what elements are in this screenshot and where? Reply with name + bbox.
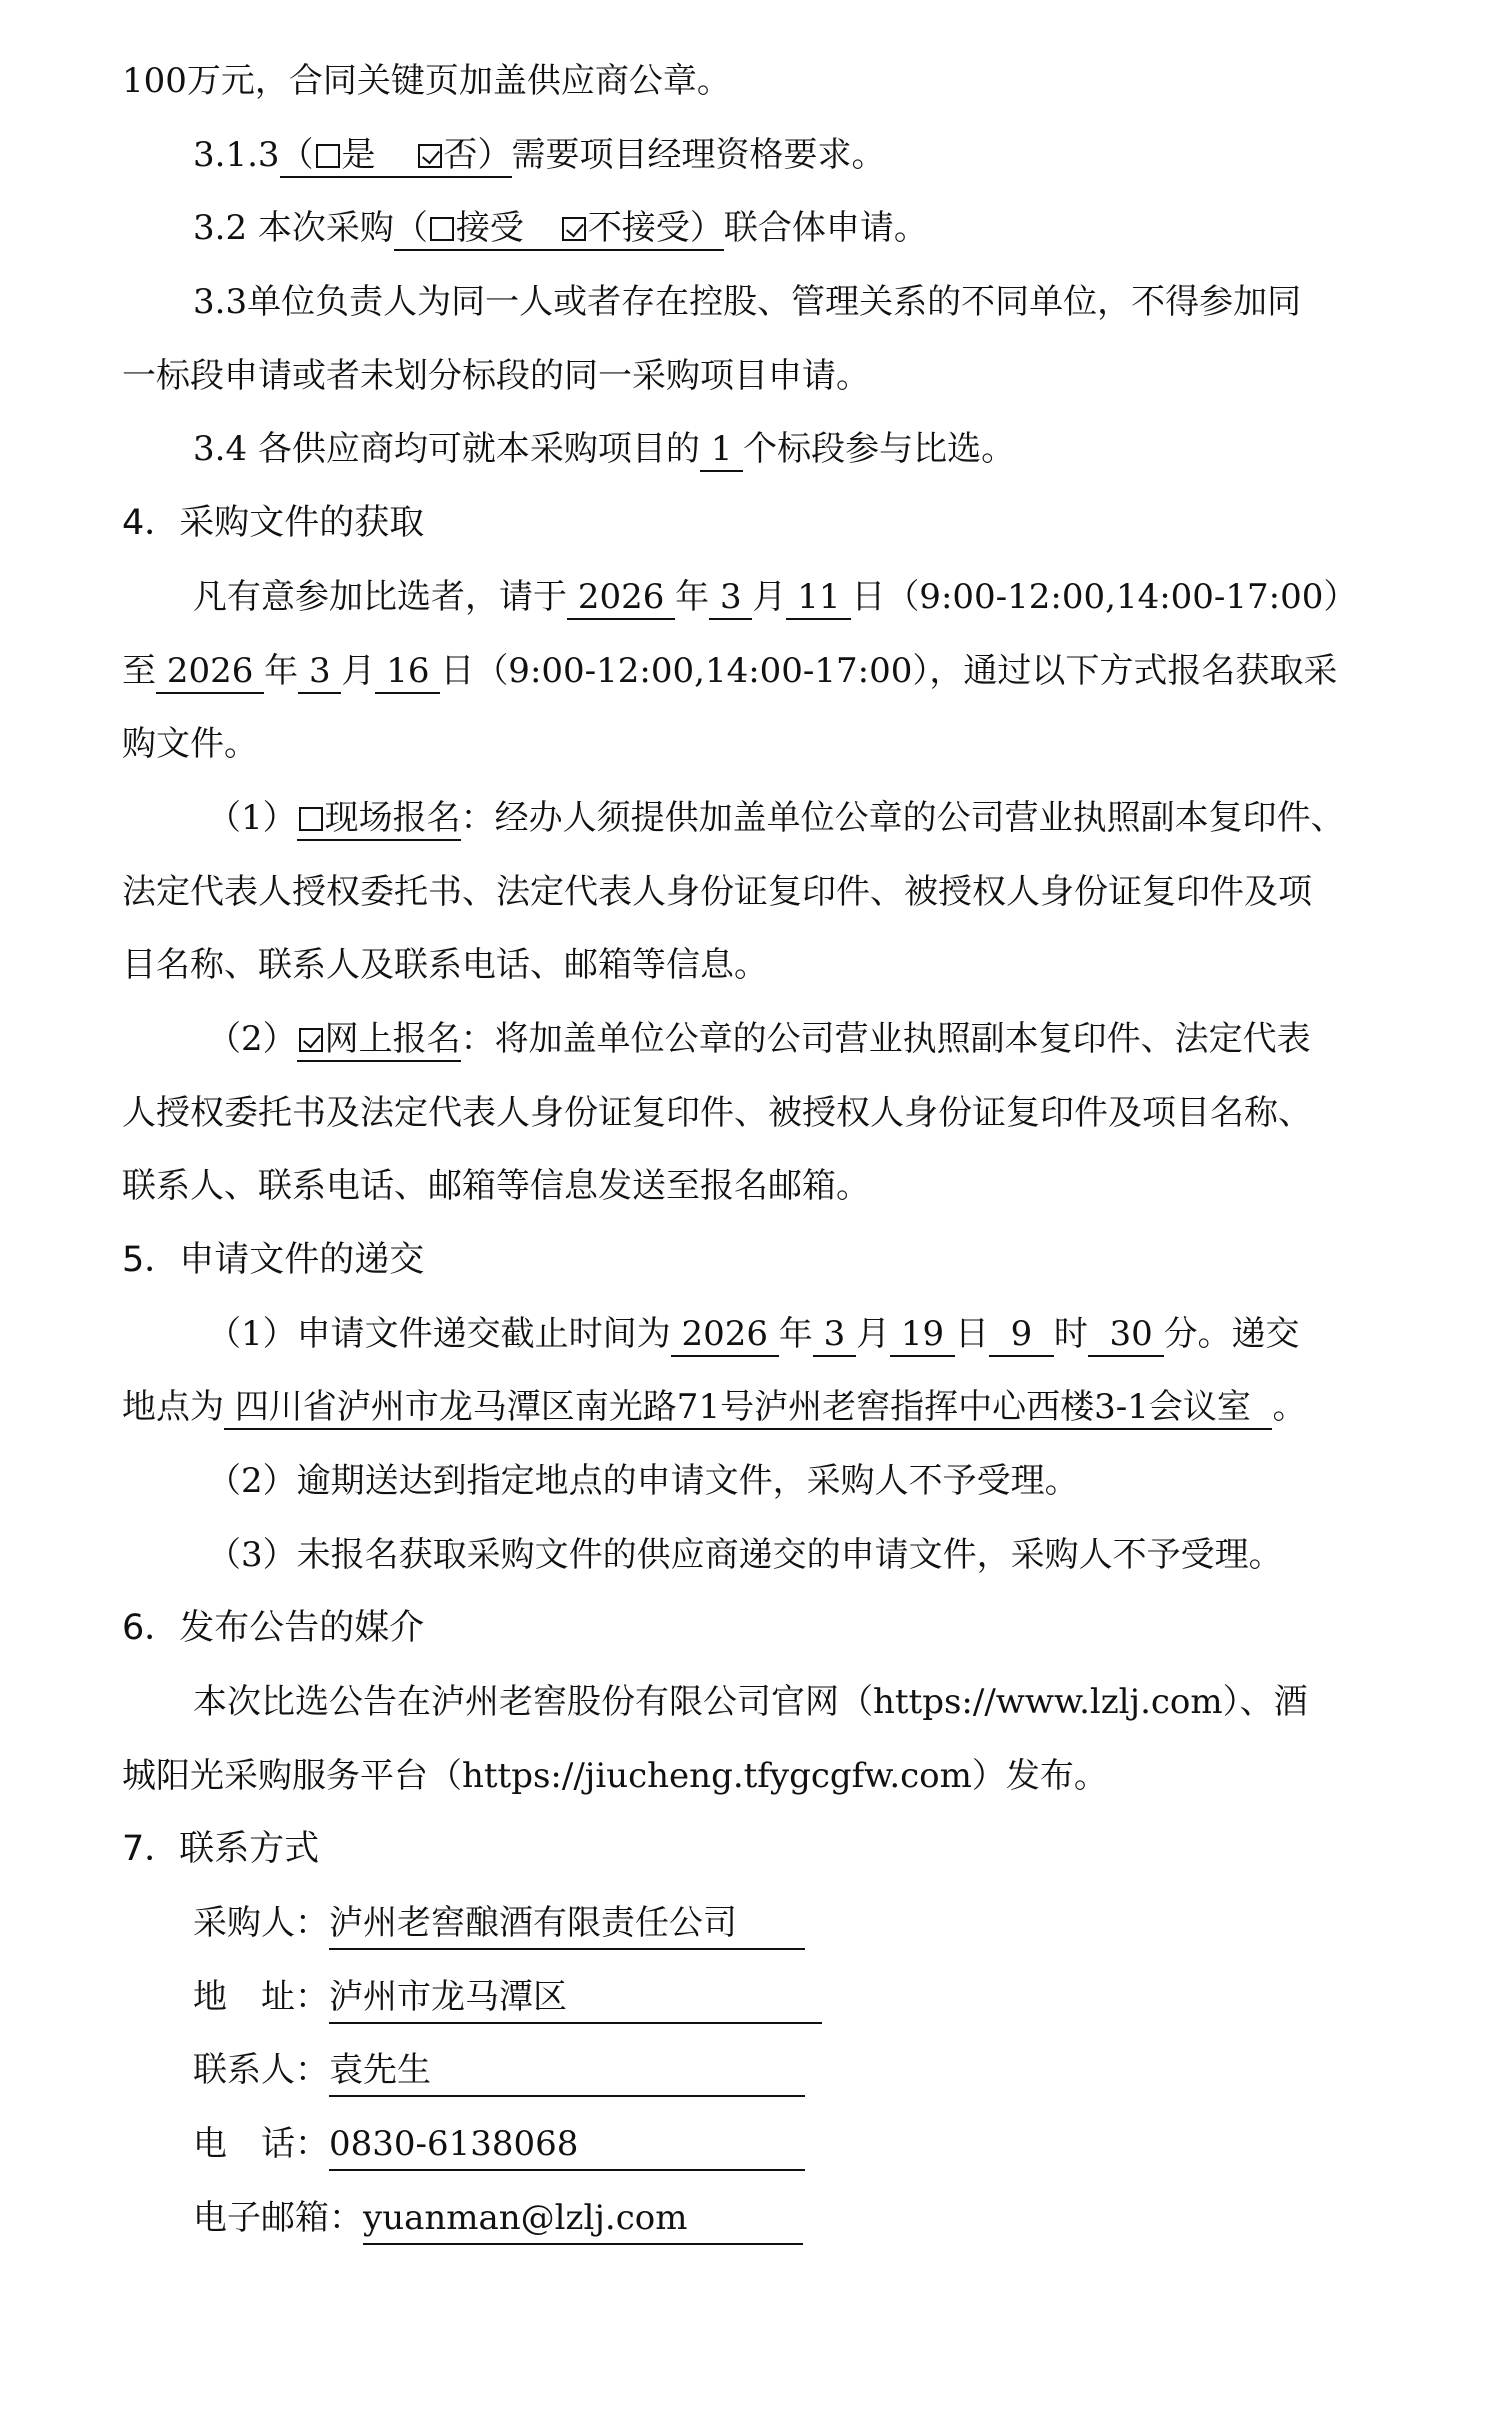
onsite-registration-line2: 法定代表人授权委托书、法定代表人身份证复印件、被授权人身份证复印件及项: [122, 872, 1312, 912]
acquisition-period-line1: 凡有意参加比选者，请于 2026 年 3 月 11 日（9:00-12:00,14:00-17:00）: [193, 573, 1357, 621]
start-day: 11: [786, 577, 851, 620]
deadline-year: 2026: [671, 1314, 779, 1357]
deadline-day: 19: [890, 1314, 955, 1357]
submission-address: 四川省泸州市龙马潭区南光路71号泸州老窖指挥中心西楼3-1会议室: [224, 1387, 1272, 1430]
onsite-registration-line1: （1） 现场报名：经办人须提供加盖单位公章的公司营业执照副本复印件、: [207, 794, 1345, 842]
media-line2: 城阳光采购服务平台（https://jiucheng.tfygcgfw.com）发布。: [122, 1756, 1108, 1796]
contact-email: 电子邮箱：yuanman@lzlj.com: [193, 2194, 803, 2245]
item-3-1-3: 3.1.3（ 是 否）需要项目经理资格要求。: [193, 131, 886, 179]
pm-qualification-choice: （ 是 否）: [280, 135, 512, 178]
section-7-heading: 7．联系方式: [122, 1829, 320, 1869]
item-3-4: 3.4 各供应商均可就本采购项目的 1 个标段参与比选。: [193, 425, 1015, 473]
deadline-hour: 9: [989, 1314, 1054, 1357]
contact-person: 联系人：袁先生: [193, 2046, 805, 2097]
contract-amount-line: 100万元，合同关键页加盖供应商公章。: [122, 61, 731, 101]
media-line1: 本次比选公告在泸州老窖股份有限公司官网（https://www.lzlj.com）、酒: [193, 1682, 1308, 1722]
online-registration-option: 网上报名: [297, 1019, 461, 1062]
option-yes: 是: [341, 135, 376, 175]
acquisition-period-line2: 至 2026 年 3 月 16 日（9:00-12:00,14:00-17:00），通过以下方式报名获取采: [122, 647, 1337, 695]
checked-box-icon: [299, 1028, 323, 1052]
section-5-heading: 5．申请文件的递交: [122, 1240, 425, 1280]
section-6-heading: 6．发布公告的媒介: [122, 1608, 425, 1648]
online-registration-line1: （2） 网上报名：将加盖单位公章的公司营业执照副本复印件、法定代表: [207, 1015, 1311, 1063]
deadline-minute: 30: [1088, 1314, 1164, 1357]
item-3-3-line2: 一标段申请或者未划分标段的同一采购项目申请。: [122, 356, 870, 396]
item-3-2: 3.2 本次采购（ 接受 不接受）联合体申请。: [193, 204, 928, 252]
unchecked-box-icon: [430, 217, 454, 241]
section-4-heading: 4．采购文件的获取: [122, 503, 425, 543]
acquisition-period-line3: 购文件。: [122, 724, 258, 764]
phone-number: 0830-6138068: [329, 2120, 805, 2171]
option-accept: 接受: [455, 208, 524, 248]
contact-phone: 电 话：0830-6138068: [193, 2120, 805, 2171]
checked-box-icon: [418, 144, 442, 168]
end-month: 3: [298, 651, 341, 694]
contact-buyer: 采购人：泸州老窖酿酒有限责任公司: [193, 1899, 805, 1950]
option-reject: 不接受）: [587, 208, 724, 248]
email-address: yuanman@lzlj.com: [363, 2194, 803, 2245]
deadline-month: 3: [813, 1314, 856, 1357]
item-3-3-line1: 3.3单位负责人为同一人或者存在控股、管理关系的不同单位，不得参加同: [193, 282, 1302, 322]
late-submission-rule: （2）逾期送达到指定地点的申请文件，采购人不予受理。: [207, 1461, 1079, 1501]
online-registration-line2: 人授权委托书及法定代表人身份证复印件、被授权人身份证复印件及项目名称、: [122, 1093, 1312, 1133]
checked-box-icon: [562, 217, 586, 241]
online-registration-line3: 联系人、联系电话、邮箱等信息发送至报名邮箱。: [122, 1166, 870, 1206]
start-month: 3: [709, 577, 752, 620]
unchecked-box-icon: [299, 807, 323, 831]
unchecked-box-icon: [316, 144, 340, 168]
buyer-name: 泸州老窖酿酒有限责任公司: [329, 1899, 805, 1950]
lot-count: 1: [700, 429, 743, 472]
consortium-choice: （ 接受 不接受）: [394, 208, 724, 251]
submission-location-line: 地点为 四川省泸州市龙马潭区南光路71号泸州老窖指挥中心西楼3-1会议室 。: [122, 1383, 1306, 1431]
end-year: 2026: [156, 651, 264, 694]
contact-person-name: 袁先生: [329, 2046, 805, 2097]
end-day: 16: [375, 651, 440, 694]
onsite-registration-line3: 目名称、联系人及联系电话、邮箱等信息。: [122, 945, 768, 985]
contact-address: 地 址：泸州市龙马潭区: [193, 1973, 822, 2024]
onsite-registration-option: 现场报名: [297, 798, 461, 841]
item-number: 3.1.3: [193, 135, 280, 175]
submission-deadline-line: （1）申请文件递交截止时间为 2026 年 3 月 19 日 9 时 30 分。递交: [207, 1310, 1300, 1358]
start-year: 2026: [567, 577, 675, 620]
unregistered-submission-rule: （3）未报名获取采购文件的供应商递交的申请文件，采购人不予受理。: [207, 1535, 1283, 1575]
address-value: 泸州市龙马潭区: [329, 1973, 822, 2024]
option-no: 否）: [443, 135, 512, 175]
